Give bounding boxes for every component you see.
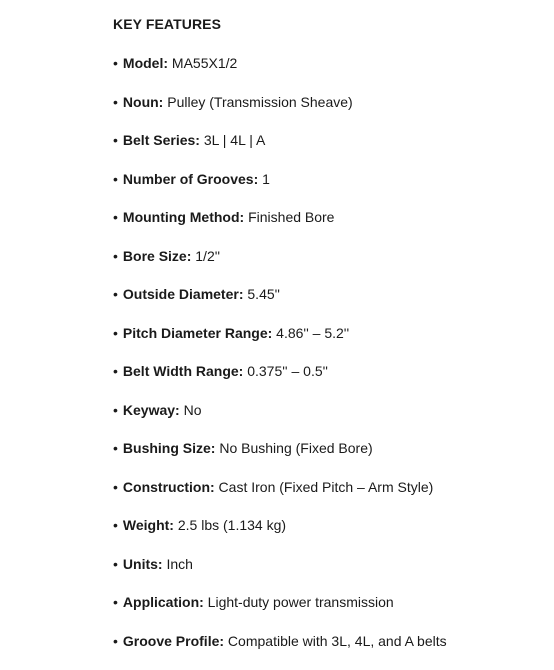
feature-label: Keyway: [122,401,180,418]
feature-item [113,516,543,534]
bullet: • [113,55,118,71]
feature-value: 4.86'' – 5.2'' [272,324,350,341]
feature-value: 2.5 lbs (1.134 kg) [173,517,287,533]
feature-value: 3L | 4L | A [199,132,266,148]
feature-item [113,478,543,496]
bullet: • [113,478,118,495]
feature-item [113,93,543,111]
bullet: • [113,363,118,379]
bullet: • [113,209,118,225]
feature-item [113,170,543,188]
feature-label: Noun: [122,93,164,110]
feature-label: Outside Diameter: [122,286,244,302]
bullet: • [113,170,118,187]
feature-label: Units: [122,555,163,572]
bullet: • [113,286,118,302]
bullet: • [113,324,118,341]
feature-item [113,555,543,573]
feature-value: Pulley (Transmission Sheave) [163,93,353,110]
feature-item [113,54,543,72]
bullet: • [113,401,118,418]
feature-label: Number of Grooves: [122,170,259,187]
feature-label: Mounting Method: [122,209,245,225]
bullet: • [113,517,118,533]
feature-label: Application: [122,594,204,610]
feature-value: Inch [162,555,193,572]
feature-label: Construction: [122,478,215,495]
feature-item [113,208,543,226]
feature-value: 1 [258,170,270,187]
feature-label: Belt Series: [122,132,200,148]
feature-item [113,401,543,419]
feature-value: No Bushing (Fixed Bore) [215,440,373,456]
feature-value: Cast Iron (Fixed Pitch – Arm Style) [214,478,434,495]
feature-value: 5.45'' [243,286,280,302]
feature-value: No [179,401,202,418]
feature-list [113,54,543,650]
feature-label: Groove Profile: [122,632,225,649]
feature-value: MA55X1/2 [168,55,238,71]
feature-item [113,632,543,650]
bullet: • [113,440,118,456]
feature-item [113,285,543,303]
feature-item [113,247,543,265]
key-features-section [113,15,543,670]
feature-item [113,362,543,380]
feature-value: 0.375'' – 0.5'' [243,363,328,379]
feature-item [113,324,543,342]
feature-label: Model: [122,55,169,71]
bullet: • [113,555,118,572]
bullet: • [113,632,118,649]
feature-label: Pitch Diameter Range: [122,324,273,341]
feature-value: Finished Bore [244,209,335,225]
bullet: • [113,132,118,148]
bullet: • [113,93,118,110]
feature-label: Belt Width Range: [122,363,244,379]
bullet: • [113,247,118,264]
feature-item [113,593,543,611]
feature-label: Bushing Size: [122,440,216,456]
feature-value: Compatible with 3L, 4L, and A belts [224,632,447,649]
section-heading: KEY FEATURES [113,16,222,32]
feature-label: Bore Size: [122,247,192,264]
feature-value: Light-duty power transmission [203,594,394,610]
feature-label: Weight: [122,517,174,533]
bullet: • [113,594,118,610]
feature-value: 1/2'' [191,247,221,264]
feature-item [113,439,543,457]
feature-item [113,131,543,149]
